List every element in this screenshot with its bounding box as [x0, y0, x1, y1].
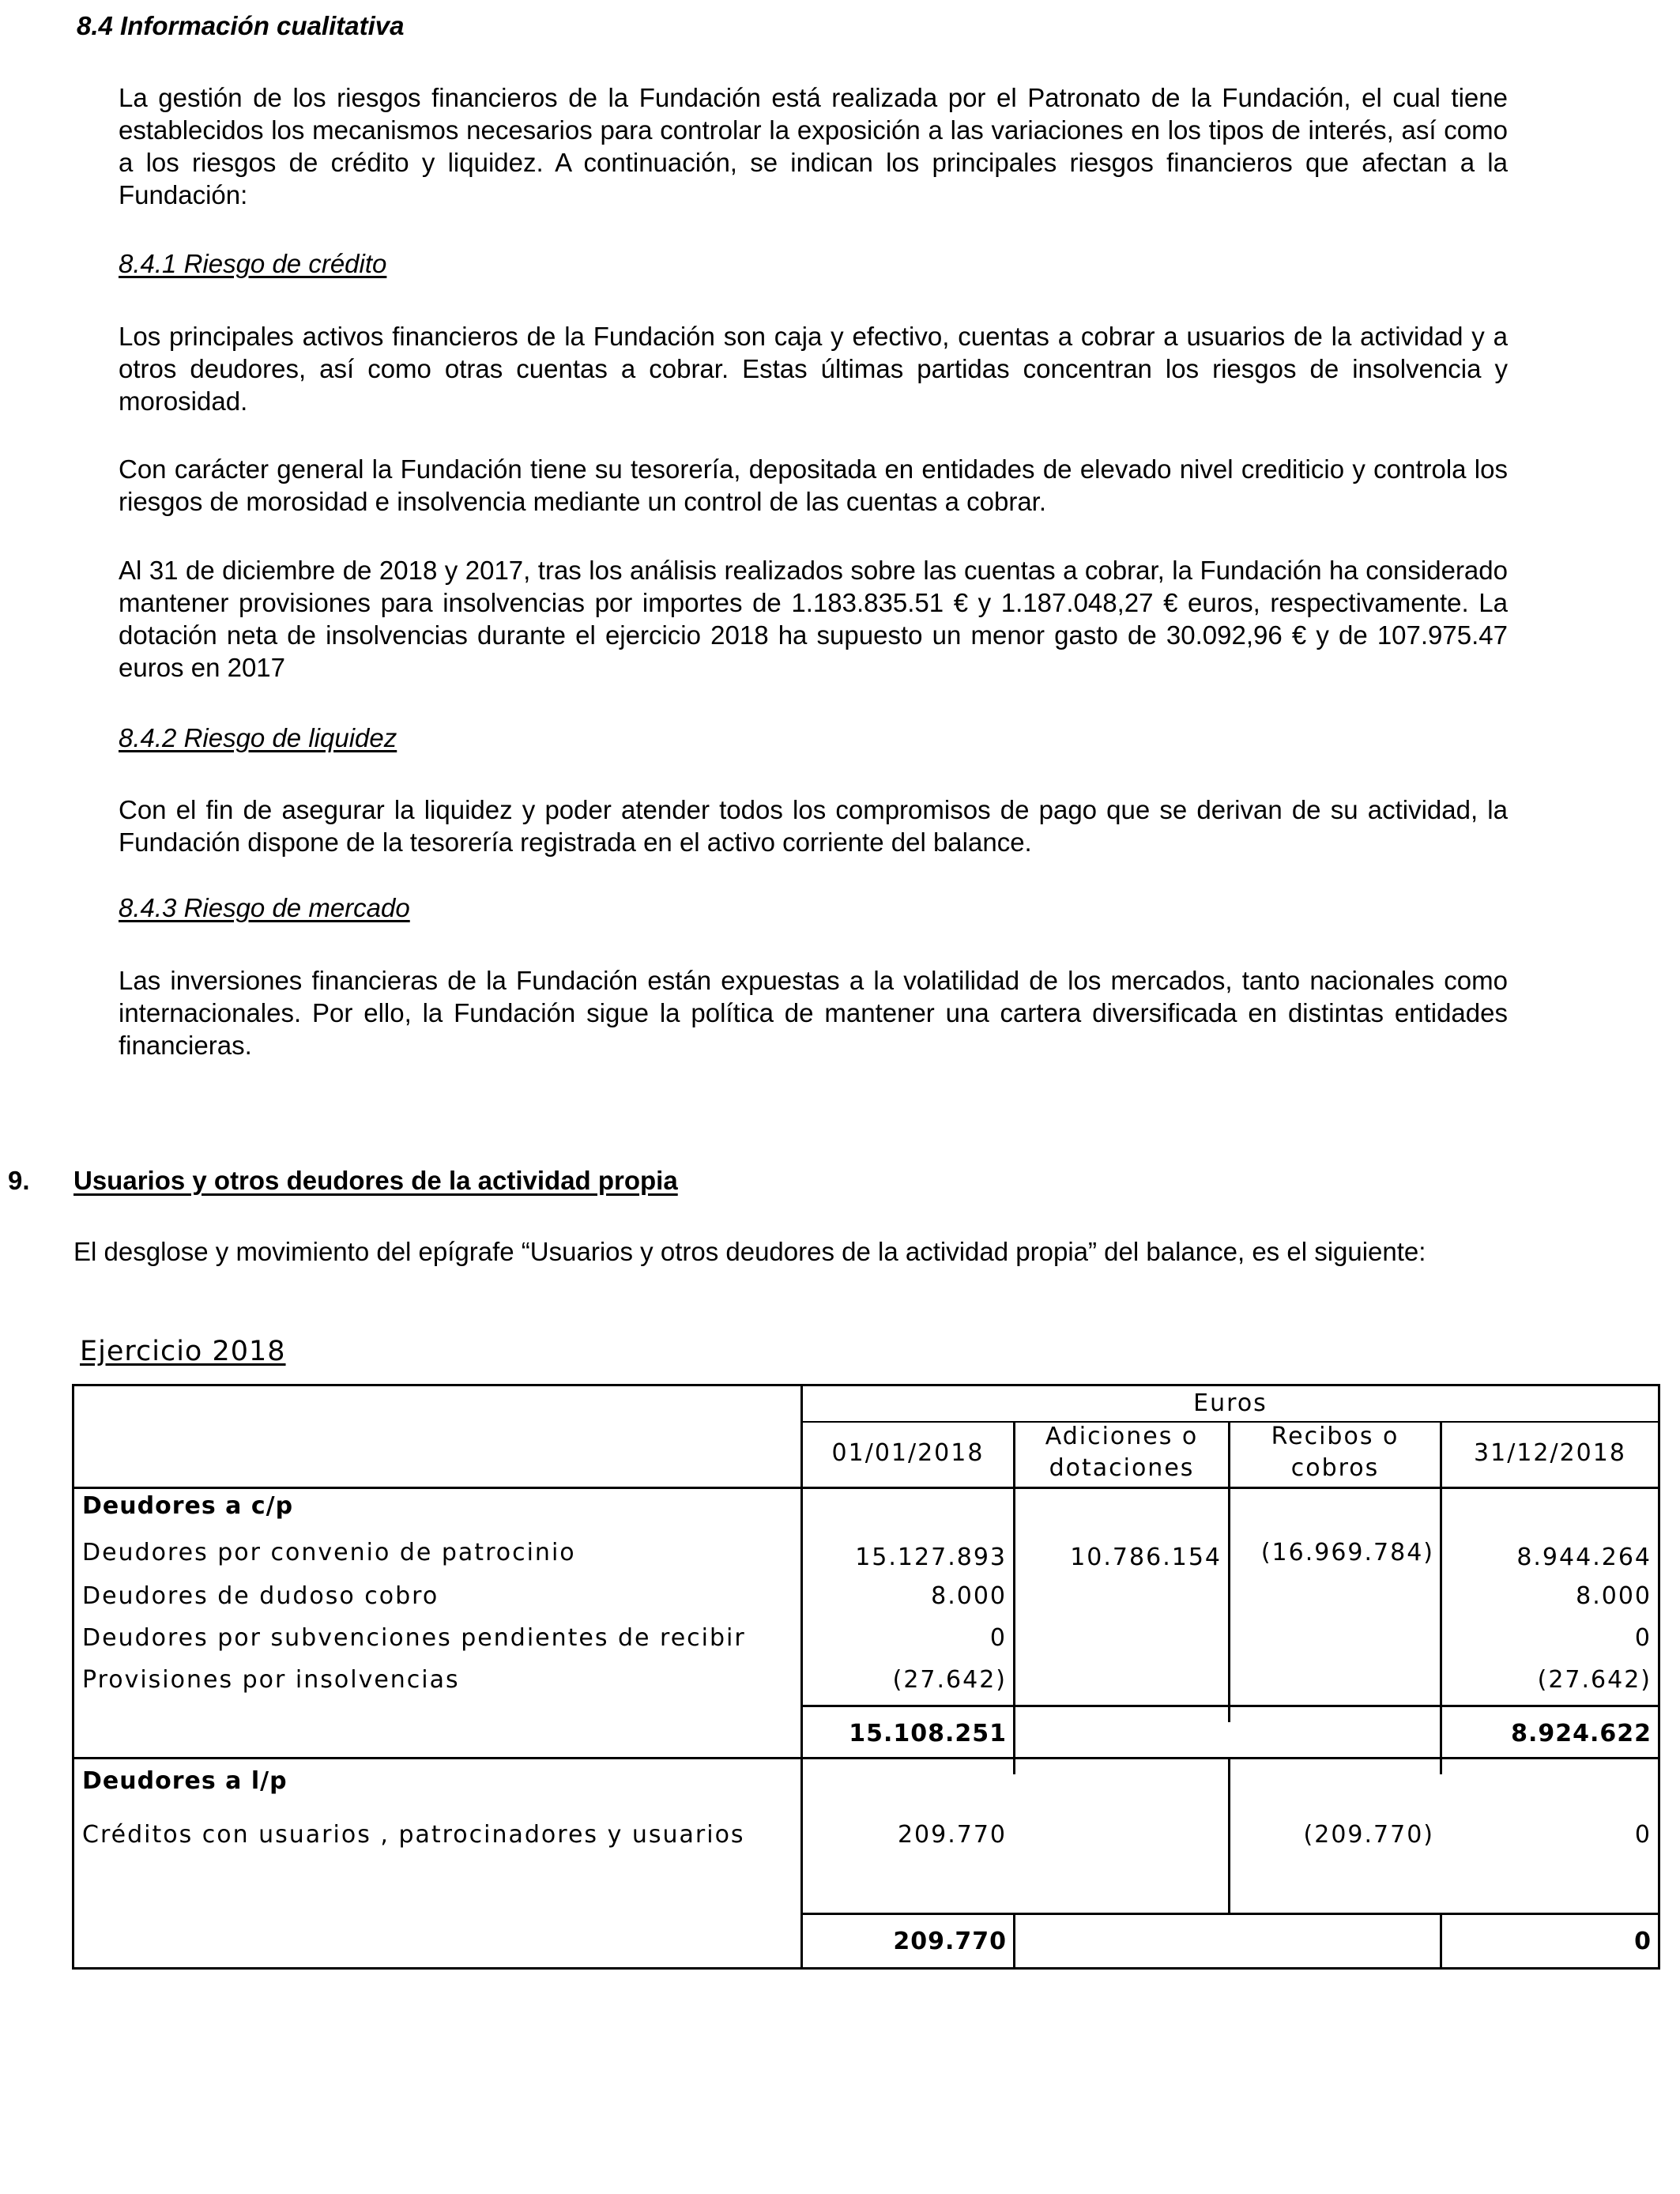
hline-euros [800, 1421, 1658, 1423]
total-lp-c1: 209.770 [893, 1928, 1007, 1955]
row-value-c1: 209.770 [897, 1821, 1007, 1849]
row-value-c4: 0 [1634, 1624, 1652, 1652]
credit-risk-paragraph-1: Los principales activos financieros de la Fundación son caja y efectivo, cuentas a cobrar a usuarios de la actividad y a otros deudores, así como otras cuentas a cobrar. Estas últimas partidas concentran los riesgos de insolvencia y morosidad. [119, 322, 1508, 416]
col-header-adiciones-line2: dotaciones [1049, 1454, 1195, 1482]
col-header-recibos [1230, 1421, 1440, 1484]
col-header-recibos-line2: cobros [1290, 1454, 1380, 1482]
debtors-table [72, 1384, 1660, 1970]
section-8-4-title: 8.4 Información cualitativa [77, 11, 405, 40]
col-header-adiciones [1015, 1421, 1228, 1484]
row-value-c3: (16.969.784) [1260, 1539, 1434, 1566]
vline-col1-lower [1013, 1914, 1015, 1967]
col-header-adiciones-line1: Adiciones o [1045, 1423, 1199, 1450]
row-value-c4: 8.944.264 [1516, 1544, 1652, 1571]
row-label: Deudores por convenio de patrocinio [82, 1539, 576, 1566]
row-value-c1: 15.127.893 [855, 1544, 1007, 1571]
liquidity-risk-paragraph: Con el fin de asegurar la liquidez y poder atender todos los compromisos de pago que se derivan de su actividad, la Fundación dispone de la tesorería registrada en el activo corriente del balance. [119, 795, 1508, 857]
total-cp-c1: 15.108.251 [849, 1720, 1007, 1747]
row-label: Deudores de dudoso cobro [82, 1582, 439, 1610]
total-cp-c4: 8.924.622 [1511, 1720, 1652, 1747]
row-value-c4: 0 [1634, 1821, 1652, 1849]
hline-lp-total-top [800, 1913, 1658, 1915]
group-label-cp: Deudores a c/p [82, 1492, 294, 1520]
col-header-recibos-line1: Recibos o [1271, 1423, 1399, 1450]
section-9-title: Usuarios y otros deudores de la actividad propia [73, 1166, 678, 1195]
section-9-intro: El desglose y movimiento del epígrafe “Usuarios y otros deudores de la actividad propia” del balance, es el siguiente: [73, 1237, 1426, 1266]
hline-cp-total-top [800, 1705, 1658, 1707]
row-value-c1: 0 [989, 1624, 1007, 1652]
euros-header: Euros [1193, 1389, 1268, 1417]
credit-risk-paragraph-3: Al 31 de diciembre de 2018 y 2017, tras los análisis realizados sobre las cuentas a cobrar, la Fundación ha considerado mantener provisiones para insolvencias por importes de 1.183.835.51 € y 1.187.048,27 € euros, respectivamente. La dotación neta de insolvencias durante el ejercicio 2018 ha supuesto un menor gasto de 30.092,96 € y de 107.975.47 euros en 2017 [119, 556, 1508, 682]
row-label: Deudores por subvenciones pendientes de recibir [82, 1624, 746, 1652]
col-header-31-12-2018: 31/12/2018 [1474, 1439, 1626, 1467]
row-value-c2: 10.786.154 [1070, 1544, 1222, 1571]
row-value-c3: (209.770) [1303, 1821, 1434, 1849]
hline-cp-total-bottom [74, 1757, 1658, 1759]
table-caption: Ejercicio 2018 [80, 1336, 286, 1367]
section-9-heading [8, 1166, 678, 1196]
row-label: Créditos con usuarios , patrocinadores y usuarios [82, 1821, 745, 1849]
row-value-c1: (27.642) [892, 1666, 1007, 1694]
total-lp-c4: 0 [1634, 1928, 1652, 1955]
row-value-c4: (27.642) [1537, 1666, 1652, 1694]
market-risk-paragraph: Las inversiones financieras de la Fundación están expuestas a la volatilidad de los mercados, tanto nacionales como internacionales. Por ello, la Fundación sigue la política de mantener una cartera diversificada en distintas entidades financieras. [119, 966, 1508, 1060]
group-label-lp: Deudores a l/p [82, 1767, 288, 1795]
row-label: Provisiones por insolvencias [82, 1666, 460, 1694]
credit-risk-title: 8.4.1 Riesgo de crédito [119, 249, 387, 278]
col-header-01-01-2018: 01/01/2018 [831, 1439, 985, 1467]
row-value-c4: 8.000 [1576, 1582, 1652, 1610]
section-9-number: 9. [8, 1166, 30, 1195]
row-value-c1: 8.000 [931, 1582, 1007, 1610]
liquidity-risk-title: 8.4.2 Riesgo de liquidez [119, 723, 397, 752]
section-8-4-intro: La gestión de los riesgos financieros de la Fundación está realizada por el Patronato de la Fundación, el cual tiene establecidos los mecanismos necesarios para controlar la exposición a las variaciones en los tipos de interés, así como a los riesgos de crédito y liquidez. A continuación, se indican los principales riesgos financieros que afectan a la Fundación: [119, 83, 1508, 209]
market-risk-title: 8.4.3 Riesgo de mercado [119, 893, 410, 922]
hline-header [74, 1487, 1658, 1489]
credit-risk-paragraph-2: Con carácter general la Fundación tiene su tesorería, depositada en entidades de elevado nivel crediticio y controla los riesgos de morosidad e insolvencia mediante un control de las cuentas a cobrar. [119, 454, 1508, 516]
